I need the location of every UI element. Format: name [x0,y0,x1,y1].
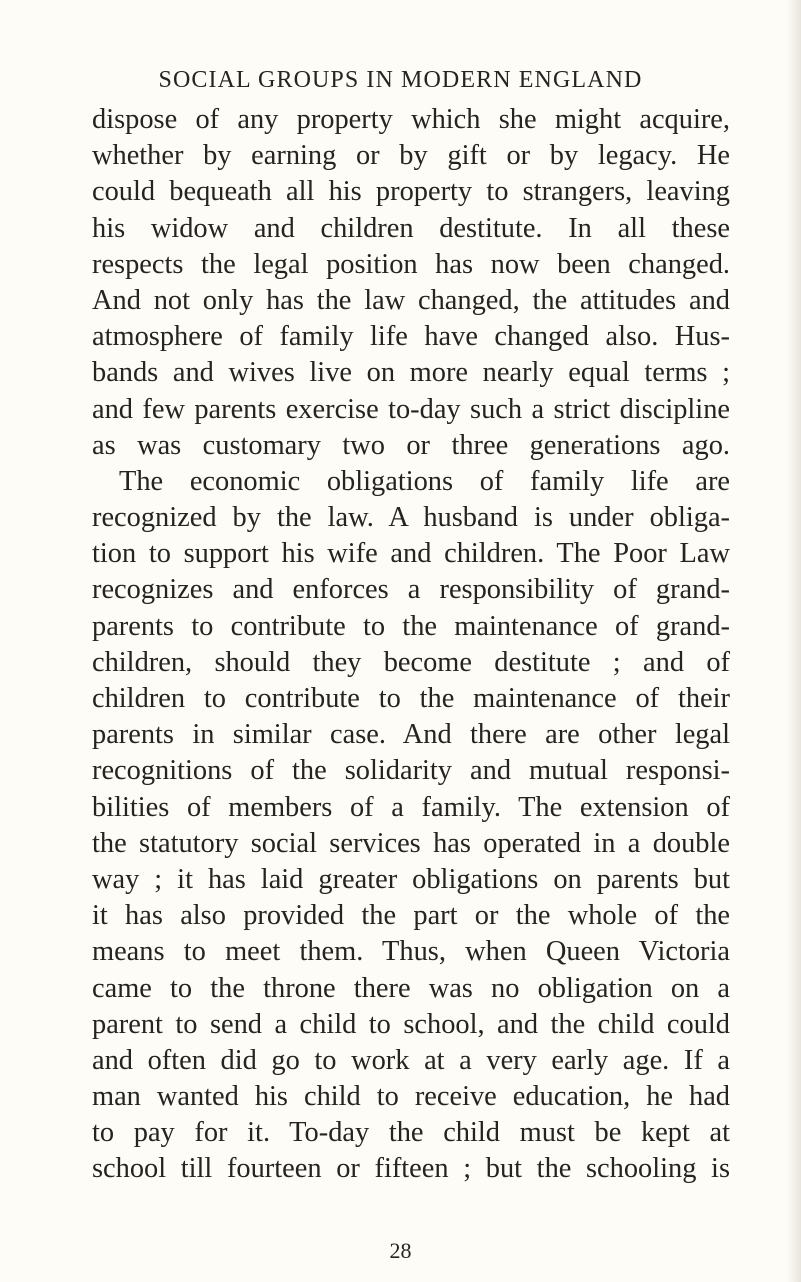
text-line: recognized by the law. A husband is under obliga- [92,502,730,534]
text-line: man wanted his child to receive education, he had [92,1081,730,1113]
text-line: children to contribute to the maintenance of their [92,683,730,714]
text-line: as was customary two or three generations ago. [92,429,730,461]
text-line: and often did go to work at a very early age. If a [92,1044,730,1076]
text-line: bands and wives live on more nearly equal terms ; [92,357,730,389]
paragraph-first-line: The economic obligations of family life are [119,465,730,497]
text-line: parent to send a child to school, and the child could [92,1008,730,1040]
text-line: means to meet them. Thus, when Queen Victoria [92,936,730,968]
text-line: and few parents exercise to-day such a strict discipline [92,393,730,425]
text-line: whether by earning or by gift or by legacy. He [92,140,730,172]
text-line: it has also provided the part or the whole of the [92,900,730,932]
text-line: recognitions of the solidarity and mutual responsi- [92,755,730,787]
text-line: came to the throne there was no obligation on a [92,972,730,1004]
text-line: school till fourteen or fifteen ; but the schooling is [92,1153,730,1185]
text-line: could bequeath all his property to strangers, leaving [92,176,730,208]
text-line: respects the legal position has now been changed. [92,248,730,280]
text-line: And not only has the law changed, the attitudes and [92,284,730,316]
text-line: children, should they become destitute ; and of [92,646,730,678]
text-line: dispose of any property which she might acquire, [92,104,730,135]
page-number: 28 [389,1238,412,1263]
text-line: tion to support his wife and children. The Poor Law [92,538,730,570]
page-edge-shadow [787,0,801,1282]
text-line: bilities of members of a family. The extension of [92,791,730,823]
body-text [92,102,730,1188]
text-line: recognizes and enforces a responsibility of grand- [92,574,730,606]
text-line: atmosphere of family life have changed also. Hus- [92,321,730,353]
text-line: parents in similar case. And there are other legal [92,719,730,751]
text-line: the statutory social services has operated in a double [92,827,730,859]
text-line: parents to contribute to the maintenance of grand- [92,610,730,642]
text-line: his widow and children destitute. In all these [92,212,730,244]
text-line: to pay for it. To-day the child must be kept at [92,1117,730,1149]
text-line: way ; it has laid greater obligations on parents but [92,863,730,895]
running-head: SOCIAL GROUPS IN MODERN ENGLAND [158,67,643,93]
